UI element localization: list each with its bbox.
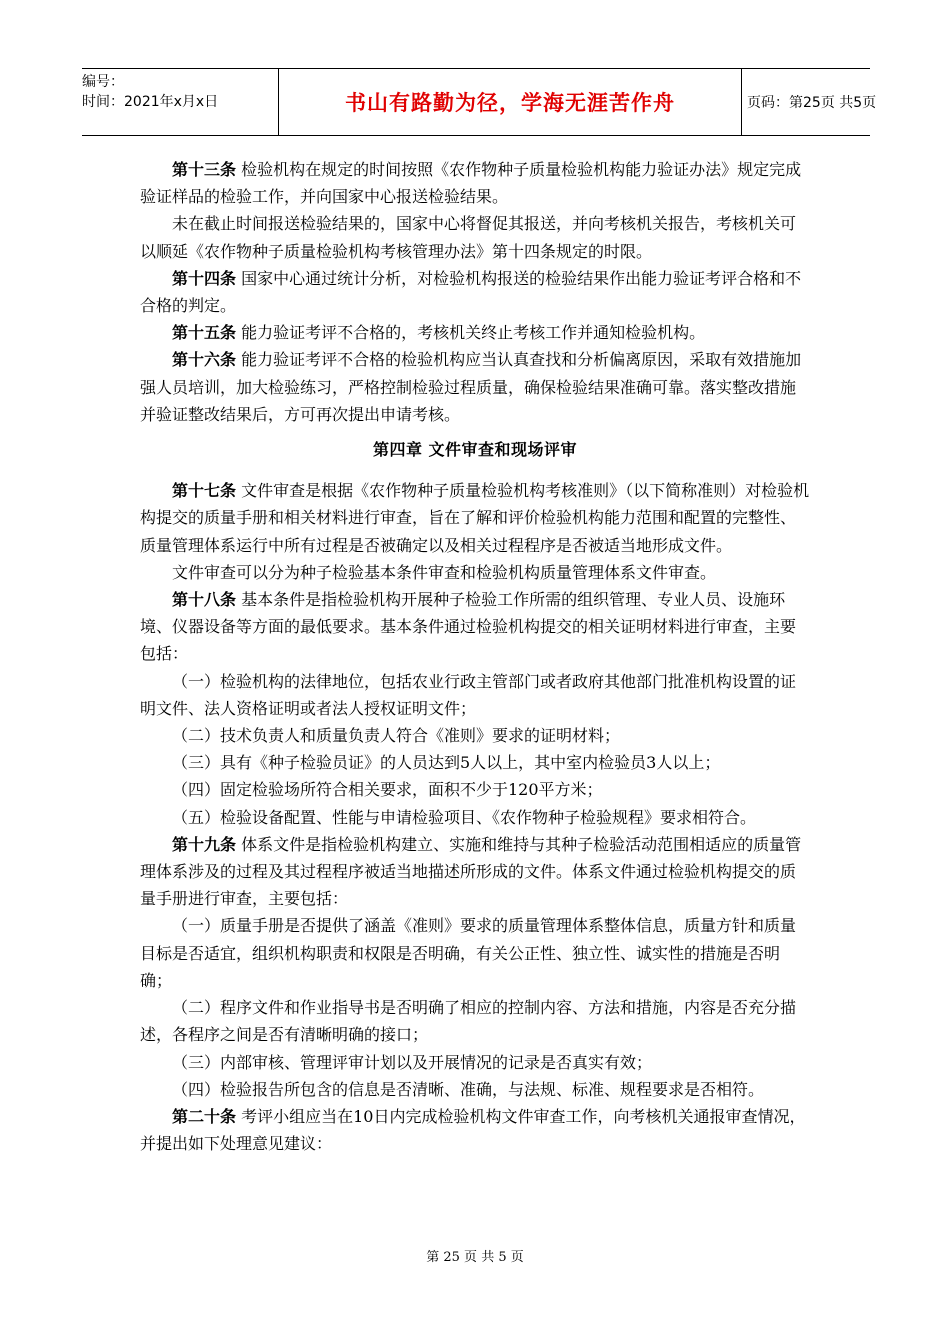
paragraph-text: （三）内部审核、管理评审计划以及开展情况的记录是否真实有效； <box>172 1052 653 1072</box>
paragraph-text: （二）技术负责人和质量负责人符合《准则》要求的证明材料； <box>172 726 621 746</box>
doc-number-label: 编号： <box>82 74 124 90</box>
paragraph <box>140 1103 810 1157</box>
article-number: 第十三条 <box>172 160 237 179</box>
paragraph-text: （四）固定检验场所符合相关要求，面积不少于120平方米； <box>172 780 603 800</box>
paragraph <box>140 210 810 264</box>
paragraph-text: 未在截止时间报送检验结果的，国家中心将督促其报送，并向考核机关报告，考核机关可以顺延《农作物种子质量检验机构考核管理办法》第十四条规定的时限。 <box>140 214 797 261</box>
paragraph-text: 文件审查可以分为种子检验基本条件审查和检验机构质量管理体系文件审查。 <box>172 562 717 582</box>
header-meta <box>82 69 272 138</box>
page-header <box>82 68 877 136</box>
paragraph-text: 考评小组应当在10日内完成检验机构文件审查工作，向考核机关通报审查情况，并提出如下处理意见建议： <box>140 1106 806 1154</box>
paragraph <box>140 804 810 831</box>
paragraph <box>140 912 810 994</box>
paragraph <box>140 156 810 210</box>
paragraph <box>140 477 810 559</box>
paragraph <box>140 749 810 776</box>
article-number: 第十六条 <box>172 350 237 370</box>
article-number: 第二十条 <box>172 1106 237 1126</box>
paragraph <box>140 319 810 346</box>
paragraph <box>140 668 810 722</box>
header-motto: 书山有路勤为径，学海无涯苦作舟 <box>278 69 742 135</box>
article-number: 第十九条 <box>172 834 237 854</box>
header-page-code: 页码：第25页 共5页 <box>747 95 877 111</box>
paragraph <box>140 1049 810 1076</box>
paragraph-text: （三）具有《种子检验员证》的人员达到5人以上，其中室内检验员3人以上； <box>172 753 721 773</box>
paragraph <box>140 586 810 668</box>
paragraph-text: （四）检验报告所包含的信息是否清晰、准确，与法规、标准、规程要求是否相符。 <box>172 1079 765 1099</box>
paragraph <box>140 346 810 428</box>
paragraph-text: 国家中心通过统计分析，对检验机构报送的检验结果作出能力验证考评合格和不合格的判定。 <box>140 268 802 316</box>
paragraph-text: （五）检验设备配置、性能与申请检验项目、《农作物种子检验规程》要求相符合。 <box>172 807 757 827</box>
paragraph <box>140 776 810 803</box>
article-number: 第十五条 <box>172 323 237 343</box>
section-articles-13-16 <box>140 156 810 428</box>
section-articles-17-20 <box>140 477 810 1157</box>
chapter-title: 第四章 文件审查和现场评审 <box>372 440 578 460</box>
paragraph <box>140 265 810 319</box>
page-footer: 第 25 页 共 5 页 <box>426 1250 524 1265</box>
paragraph-text: 检验机构在规定的时间按照《农作物种子质量检验机构能力验证办法》规定完成验证样品的检验工作，并向国家中心报送检验结果。 <box>140 160 802 207</box>
paragraph-text: 能力验证考评不合格的检验机构应当认真查找和分析偏离原因，采取有效措施加强人员培训，加大检验练习，严格控制检验过程质量，确保检验结果准确可靠。落实整改措施并验证整改结果后，方可再次提出申请考核。 <box>140 350 802 424</box>
paragraph-text: （二）程序文件和作业指导书是否明确了相应的控制内容、方法和措施，内容是否充分描述，各程序之间是否有清晰明确的接口； <box>140 998 797 1045</box>
article-number: 第十四条 <box>172 268 237 288</box>
paragraph <box>140 1076 810 1103</box>
paragraph-text: （一）检验机构的法律地位，包括农业行政主管部门或者政府其他部门批准机构设置的证明文件、法人资格证明或者法人授权证明文件； <box>140 671 797 718</box>
document-body <box>140 156 810 1157</box>
paragraph <box>140 994 810 1048</box>
article-number: 第十七条 <box>172 481 237 501</box>
paragraph <box>140 559 810 586</box>
paragraph <box>140 831 810 913</box>
paragraph-text: 能力验证考评不合格的，考核机关终止考核工作并通知检验机构。 <box>236 323 706 343</box>
paragraph-text: 基本条件是指检验机构开展种子检验工作所需的组织管理、专业人员、设施环境、仪器设备等方面的最低要求。基本条件通过检验机构提交的相关证明材料进行审查，主要包括： <box>140 590 797 664</box>
article-number: 第十八条 <box>172 590 237 610</box>
paragraph <box>140 722 810 749</box>
doc-date-label: 时间：2021年x月x日 <box>82 94 219 110</box>
paragraph-text: 文件审查是根据《农作物种子质量检验机构考核准则》（以下简称准则）对检验机构提交的质量手册和相关材料进行审查，旨在了解和评价检验机构能力范围和配置的完整性、质量管理体系运行中所有过程是否被确定以及相关过程程序是否被适当地形成文件。 <box>140 481 810 555</box>
paragraph-text: 体系文件是指检验机构建立、实施和维持与其种子检验活动范围相适应的质量管理体系涉及的过程及其过程程序被适当地描述所形成的文件。体系文件通过检验机构提交的质量手册进行审查，主要包括： <box>140 834 802 909</box>
paragraph-text: （一）质量手册是否提供了涵盖《准则》要求的质量管理体系整体信息，质量方针和质量目标是否适宜，组织机构职责和权限是否明确，有关公正性、独立性、诚实性的措施是否明确； <box>140 916 797 990</box>
